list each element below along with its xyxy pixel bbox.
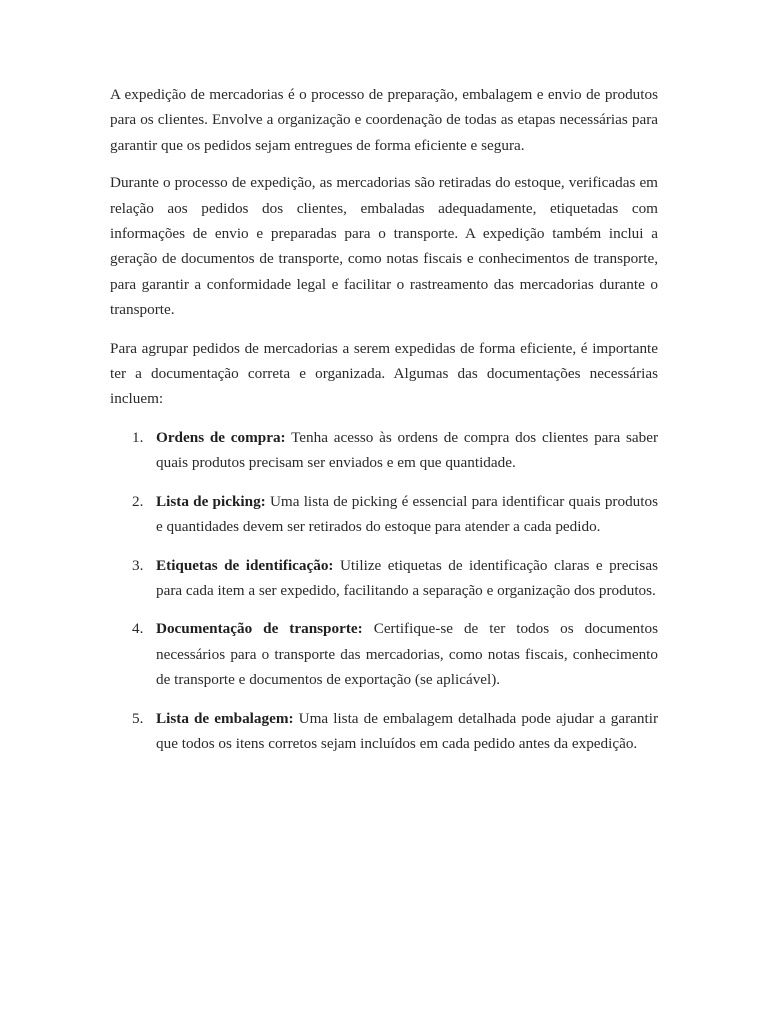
list-item <box>110 425 658 476</box>
list-item-number: 4. <box>132 620 144 638</box>
list-item-text: Uma lista de picking é essencial para identificar quais produtos e quantidades devem ser retirados do estoque para atender a cada pedido. <box>156 492 658 536</box>
list-item-number: 3. <box>132 556 144 574</box>
list-item-number: 2. <box>132 492 144 510</box>
list-item <box>110 553 658 604</box>
documentation-list <box>110 425 658 756</box>
list-item-text: Uma lista de embalagem detalhada pode ajudar a garantir que todos os itens corretos sejam incluídos em cada pedido antes da expedição. <box>156 709 658 752</box>
list-item-text: Certifique-se de ter todos os documentos necessários para o transporte das mercadorias, como notas fiscais, conhecimento de transporte e documentos de exportação (se aplicável). <box>156 620 659 689</box>
list-item-number: 5. <box>132 709 144 727</box>
list-item-term: Lista de picking: <box>156 492 266 510</box>
list-item-term: Etiquetas de identificação: <box>156 556 334 574</box>
list-item <box>110 616 658 692</box>
list-item-term: Ordens de compra: <box>156 428 286 446</box>
list-item-term: Documentação de transporte: <box>156 620 363 638</box>
list-item-term: Lista de embalagem: <box>156 709 294 727</box>
list-item-text: Tenha acesso às ordens de compra dos clientes para saber quais produtos precisam ser enviados e em que quantidade. <box>156 428 658 472</box>
list-item-number: 1. <box>132 428 144 446</box>
list-item <box>110 706 658 757</box>
paragraph-documentation: Para agrupar pedidos de mercadorias a serem expedidas de forma eficiente, é importante ter a documentação correta e organizada. Algumas das documentações necessárias incluem: <box>110 339 658 408</box>
list-item <box>110 489 658 540</box>
paragraph-process: Durante o processo de expedição, as mercadorias são retiradas do estoque, verificadas em relação aos pedidos dos clientes, embaladas adequadamente, etiquetadas com informações de envio e preparadas para o transporte. A expedição também inclui a geração de documentos de transporte, como notas fiscais e conhecimentos de transporte, para garantir a conformidade legal e facilitar o rastreamento das mercadorias durante o transporte. <box>110 174 658 319</box>
list-item-text: Utilize etiquetas de identificação claras e precisas para cada item a ser expedido, facilitando a separação e organização dos produtos. <box>156 556 658 599</box>
document-page <box>110 82 658 769</box>
paragraph-intro: A expedição de mercadorias é o processo de preparação, embalagem e envio de produtos para os clientes. Envolve a organização e coordenação de todas as etapas necessárias para garantir que os pedidos sejam entregues de forma eficiente e segura. <box>110 86 658 154</box>
